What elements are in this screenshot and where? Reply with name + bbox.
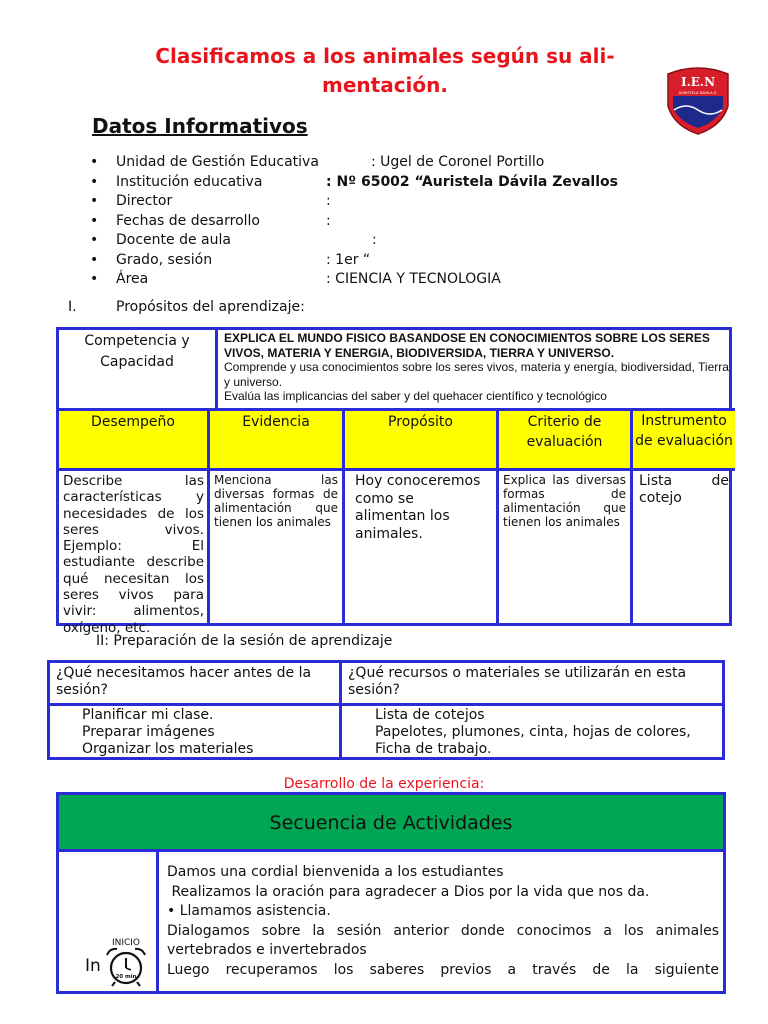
datos-item [90, 251, 690, 271]
datos-value: : CIENCIA Y TECNOLOGIA [326, 271, 501, 287]
cell-desempeno [59, 471, 210, 636]
datos-label: Unidad de Gestión Educativa [116, 154, 319, 170]
section-2-label: II: Preparación de la sesión de aprendizaje [96, 633, 393, 649]
competencia-label-cell [59, 330, 218, 411]
cell-proposito [345, 471, 499, 623]
header-instrumento [633, 411, 735, 471]
clock-icon [101, 936, 151, 988]
datos-heading: Datos Informativos [92, 114, 308, 138]
datos-value: : Nº 65002 “Auristela Dávila Zevallos [326, 173, 618, 190]
header-evidencia [210, 411, 345, 471]
left-items-cell [50, 706, 342, 757]
preparacion-table [47, 660, 725, 760]
inicio-label: INICIO [111, 938, 141, 948]
header-proposito [345, 411, 499, 471]
q2-cell [342, 663, 722, 706]
bullet: • [90, 193, 99, 209]
school-logo [662, 64, 734, 136]
section-1-label: Propósitos del aprendizaje: [116, 299, 305, 315]
datos-value: : [326, 193, 331, 209]
left-item: Organizar los materiales [82, 741, 254, 757]
logo-text: I.E.N [680, 75, 716, 89]
activity-line: Dialogamos sobre la sesión anterior donde conocimos a los animales vertebrados e invertebrados [167, 922, 719, 958]
cell-criterio [499, 471, 633, 623]
competencia-label: Competencia y Capacidad [84, 333, 190, 370]
secuencia-header [59, 795, 723, 852]
inicio-in-text: In [85, 956, 101, 976]
datos-label: Fechas de desarrollo [116, 212, 260, 229]
datos-label: Director [116, 193, 173, 209]
propositos-table [56, 327, 733, 636]
competencia-content-cell [218, 330, 735, 411]
bullet: • [90, 232, 99, 248]
datos-label: Institución educativa [116, 173, 263, 190]
datos-value: : [326, 212, 331, 229]
instrumento-text: Lista de cotejo [639, 473, 729, 506]
left-item: Planificar mi clase. [82, 707, 214, 723]
bullet: • [90, 212, 99, 229]
datos-label: Docente de aula [116, 232, 231, 248]
activity-line: Luego recuperamos los saberes previos a través de la siguiente [167, 961, 719, 978]
page-title-line-2: mentación. [322, 73, 448, 97]
header-instrumento-label: Instrumento de evaluación [635, 413, 733, 449]
header-desempeno [59, 411, 210, 471]
page-title [80, 42, 690, 100]
section-1-number: I. [68, 299, 77, 315]
right-item: Papelotes, plumones, cinta, hojas de colores, Ficha de trabajo. [375, 724, 691, 757]
q1-text: ¿Qué necesitamos hacer antes de la sesión? [56, 665, 312, 698]
inicio-cell [59, 852, 159, 991]
cell-instrumento [633, 471, 735, 623]
header-desempeno-label: Desempeño [91, 414, 175, 430]
activity-line: Realizamos la oración para agradecer a Dios por la vida que nos da. [167, 883, 650, 900]
activity-line: Damos una cordial bienvenida a los estudiantes [167, 864, 504, 880]
datos-item [90, 173, 690, 193]
bullet: • [90, 271, 99, 287]
criterio-text: Explica las diversas formas de alimentación que tienen los animales [503, 473, 626, 529]
datos-item [90, 231, 690, 251]
datos-item [90, 192, 690, 212]
right-items-cell [342, 706, 722, 757]
proposito-text: Hoy conoceremos como se alimentan los animales. [355, 473, 481, 542]
activity-line: • Llamamos asistencia. [167, 903, 331, 919]
desarrollo-label: Desarrollo de la experiencia: [283, 776, 485, 792]
header-proposito-label: Propósito [388, 414, 453, 430]
bullet: • [90, 154, 99, 170]
secuencia-title: Secuencia de Actividades [269, 812, 513, 834]
logo-subtext: AURISTELA DAVILA Z. [678, 91, 718, 95]
header-criterio [499, 411, 633, 471]
datos-value: : 1er “ [326, 251, 371, 268]
left-item: Preparar imágenes [82, 724, 215, 740]
right-item: Lista de cotejos [375, 707, 485, 723]
bullet: • [90, 173, 99, 190]
competencia-title: EXPLICA EL MUNDO FISICO BASANDOSE EN CONOCIMIENTOS SOBRE LOS SERES VIVOS, MATERIA Y ENERGIA, BIODIVERSIDA, TIERRA Y UNIVERSO. [224, 331, 710, 360]
datos-list [90, 153, 690, 290]
header-criterio-label: Criterio de evaluación [526, 414, 603, 450]
bullet: • [90, 251, 99, 268]
datos-label: Grado, sesión [116, 251, 213, 268]
header-evidencia-label: Evidencia [242, 414, 310, 430]
inicio-time: 20 min [115, 974, 137, 980]
capacidad-2: Evalúa las implicancias del saber y del quehacer científico y tecnológico [224, 389, 607, 403]
secuencia-body [167, 863, 719, 980]
datos-value: : Ugel de Coronel Portillo [371, 154, 545, 170]
datos-label: Área [116, 271, 149, 287]
q2-text: ¿Qué recursos o materiales se utilizarán en esta sesión? [348, 665, 687, 698]
capacidad-1: Comprende y usa conocimientos sobre los seres vivos, materia y energía, biodiversidad, Tierra y universo. [224, 360, 729, 389]
q1-cell [50, 663, 342, 706]
secuencia-table [56, 792, 726, 994]
datos-item [90, 270, 690, 290]
desempeno-text: Describe las características y necesidades de los seres vivos. Ejemplo: El estudiante describe qué necesitan los seres vivos para vivir: alimentos, oxígeno, etc. [63, 473, 204, 636]
page-title-line-1: Clasificamos a los animales según su ali- [155, 44, 615, 68]
cell-evidencia [210, 471, 345, 623]
datos-value: : [372, 232, 377, 248]
evidencia-text: Menciona las diversas formas de alimentación que tienen los animales [214, 473, 338, 529]
datos-item [90, 153, 690, 173]
datos-item [90, 212, 690, 232]
